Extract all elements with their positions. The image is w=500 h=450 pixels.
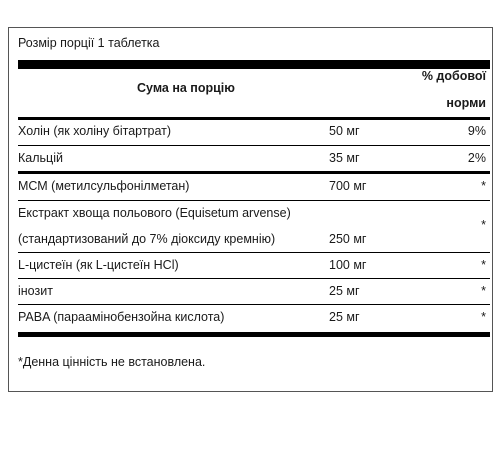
ingredient-name: інозит xyxy=(18,284,53,298)
ingredient-amount: 250 мг xyxy=(329,232,367,246)
ingredient-name-line1: Екстракт хвоща польового (Equisetum arvense) xyxy=(18,206,291,220)
daily-value-header-line1: % добової xyxy=(421,69,486,83)
ingredient-amount: 25 мг xyxy=(329,310,360,324)
ingredient-name: L-цистеїн (як L-цистеїн HCl) xyxy=(18,258,179,272)
ingredient-daily-value: * xyxy=(481,310,486,324)
nutrient-daily-value: 9% xyxy=(467,124,486,138)
ingredient-daily-value: * xyxy=(481,179,486,193)
nutrient-amount: 35 мг xyxy=(329,151,360,165)
ingredient-daily-value: * xyxy=(481,258,486,272)
serving-size: Розмір порції 1 таблетка xyxy=(18,36,160,50)
ingredient-name: МСМ (метилсульфонілметан) xyxy=(18,179,190,193)
bottom-thick-divider xyxy=(18,332,490,337)
ingredient-daily-value: * xyxy=(481,218,486,232)
amount-per-serving-header: Сума на порцію xyxy=(137,81,235,95)
ingredient-amount: 100 мг xyxy=(329,258,367,272)
row-divider xyxy=(18,304,490,305)
nutrient-name: Кальцій xyxy=(18,151,63,165)
footnote: *Денна цінність не встановлена. xyxy=(18,355,206,369)
ingredient-amount: 700 мг xyxy=(329,179,367,193)
top-thick-divider xyxy=(18,60,490,69)
row-divider xyxy=(18,145,490,146)
ingredient-daily-value: * xyxy=(481,284,486,298)
nutrient-name: Холін (як холіну бітартрат) xyxy=(18,124,172,138)
supplement-facts-panel xyxy=(8,27,493,392)
nutrient-daily-value: 2% xyxy=(467,151,486,165)
daily-value-header-line2: норми xyxy=(446,96,486,110)
row-divider xyxy=(18,252,490,253)
ingredient-amount: 25 мг xyxy=(329,284,360,298)
row-divider xyxy=(18,200,490,201)
header-divider xyxy=(18,117,490,120)
nutrient-amount: 50 мг xyxy=(329,124,360,138)
row-divider xyxy=(18,278,490,279)
ingredient-name-line2: (стандартизований до 7% діоксиду кремнію) xyxy=(18,232,276,246)
ingredient-name: PABA (параамінобензойна кислота) xyxy=(18,310,225,324)
section-divider xyxy=(18,171,490,174)
